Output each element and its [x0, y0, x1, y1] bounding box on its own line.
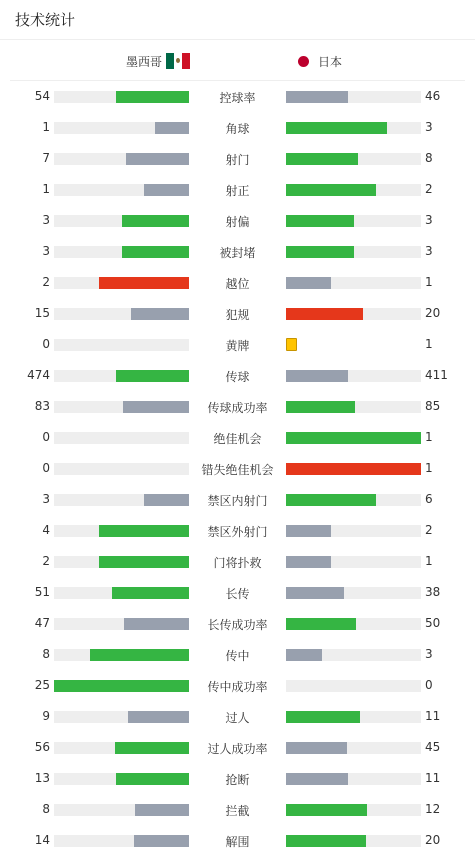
away-bar-fill — [286, 308, 363, 320]
home-bar-track — [54, 308, 189, 320]
yellow-card-icon — [286, 338, 297, 351]
home-value: 54 — [34, 89, 50, 103]
stat-row — [0, 763, 475, 794]
home-bar-fill — [134, 835, 189, 847]
away-bar-track — [286, 246, 421, 258]
stat-label: 传中成功率 — [207, 680, 268, 694]
home-value: 47 — [34, 616, 50, 630]
away-bar-fill — [286, 742, 347, 754]
away-bar-fill — [286, 463, 421, 475]
away-bar-fill — [286, 184, 376, 196]
home-bar-fill — [144, 494, 189, 506]
home-team — [126, 41, 190, 81]
home-bar-track — [54, 587, 189, 599]
stat-row — [0, 329, 475, 360]
home-value: 51 — [34, 585, 50, 599]
stat-label: 越位 — [225, 277, 250, 291]
stat-label: 过人成功率 — [207, 742, 268, 756]
away-value: 38 — [425, 585, 441, 599]
home-bar-fill — [99, 525, 189, 537]
stat-label: 角球 — [225, 122, 250, 136]
home-bar-track — [54, 246, 189, 258]
away-bar-fill — [286, 215, 354, 227]
home-bar-fill — [116, 773, 189, 785]
away-bar-track — [286, 215, 421, 227]
mexico-flag-icon — [166, 53, 190, 69]
away-bar-fill — [286, 618, 356, 630]
home-bar-fill — [135, 804, 189, 816]
home-bar-fill — [99, 277, 189, 289]
home-value: 25 — [34, 678, 50, 692]
away-bar-track — [286, 618, 421, 630]
home-bar-track — [54, 556, 189, 568]
home-value: 0 — [42, 337, 50, 351]
home-bar-fill — [122, 215, 190, 227]
away-value: 3 — [425, 213, 433, 227]
stat-label: 传球成功率 — [207, 401, 268, 415]
away-value: 1 — [425, 337, 433, 351]
home-bar-track — [54, 835, 189, 847]
home-bar-track — [54, 525, 189, 537]
stat-label: 长传 — [225, 587, 250, 601]
stat-row — [0, 143, 475, 174]
home-value: 2 — [42, 275, 50, 289]
away-value: 6 — [425, 492, 433, 506]
home-team-name: 墨西哥 — [126, 54, 163, 69]
away-bar-fill — [286, 773, 348, 785]
home-bar-fill — [155, 122, 189, 134]
home-bar-fill — [115, 742, 189, 754]
home-value: 3 — [42, 213, 50, 227]
away-bar-fill — [286, 370, 348, 382]
home-value: 83 — [34, 399, 50, 413]
stat-label: 长传成功率 — [207, 618, 268, 632]
home-bar-fill — [122, 246, 190, 258]
stat-row — [0, 639, 475, 670]
home-bar-fill — [144, 184, 189, 196]
away-bar-fill — [286, 556, 331, 568]
away-bar-track — [286, 773, 421, 785]
away-value: 3 — [425, 647, 433, 661]
away-bar-fill — [286, 587, 344, 599]
away-bar-fill — [286, 804, 367, 816]
stat-row — [0, 360, 475, 391]
away-bar-track — [286, 711, 421, 723]
stat-row — [0, 174, 475, 205]
away-value: 411 — [425, 368, 448, 382]
home-bar-fill — [131, 308, 189, 320]
home-bar-fill — [54, 680, 189, 692]
stat-row — [0, 112, 475, 143]
away-value: 11 — [425, 709, 441, 723]
away-bar-track — [286, 494, 421, 506]
away-value: 45 — [425, 740, 441, 754]
stat-row — [0, 608, 475, 639]
away-value: 3 — [425, 120, 433, 134]
away-bar-track — [286, 649, 421, 661]
home-value: 56 — [34, 740, 50, 754]
home-bar-track — [54, 215, 189, 227]
stat-label: 解围 — [225, 835, 250, 849]
stat-row — [0, 422, 475, 453]
stat-row — [0, 701, 475, 732]
home-bar-track — [54, 463, 189, 475]
home-value: 9 — [42, 709, 50, 723]
away-bar-fill — [286, 122, 387, 134]
away-bar-track — [286, 122, 421, 134]
away-value: 1 — [425, 554, 433, 568]
home-value: 1 — [42, 120, 50, 134]
away-value: 8 — [425, 151, 433, 165]
away-bar-fill — [286, 649, 322, 661]
stat-label: 传球 — [225, 370, 250, 384]
away-bar-track — [286, 184, 421, 196]
away-bar-track — [286, 432, 421, 444]
away-value: 0 — [425, 678, 433, 692]
home-value: 3 — [42, 244, 50, 258]
home-value: 15 — [34, 306, 50, 320]
stats-header — [0, 0, 475, 40]
home-value: 13 — [34, 771, 50, 785]
japan-flag-icon — [298, 56, 309, 67]
home-bar-fill — [124, 618, 189, 630]
away-bar-track — [286, 556, 421, 568]
stat-row — [0, 205, 475, 236]
stat-label: 错失绝佳机会 — [201, 463, 274, 477]
away-value: 1 — [425, 430, 433, 444]
away-bar-track — [286, 91, 421, 103]
page-title: 技术统计 — [15, 11, 76, 29]
stat-label: 被封堵 — [219, 246, 256, 260]
stat-label: 控球率 — [219, 91, 256, 105]
home-bar-fill — [116, 370, 189, 382]
away-bar-track — [286, 308, 421, 320]
stat-label: 绝佳机会 — [213, 432, 262, 446]
stat-label: 犯规 — [225, 308, 250, 322]
home-bar-track — [54, 184, 189, 196]
home-value: 1 — [42, 182, 50, 196]
home-bar-fill — [128, 711, 189, 723]
stat-label: 门将扑救 — [213, 556, 262, 570]
away-bar-track — [286, 401, 421, 413]
home-value: 474 — [27, 368, 50, 382]
away-bar-fill — [286, 246, 354, 258]
away-value: 20 — [425, 833, 441, 847]
away-value: 3 — [425, 244, 433, 258]
home-bar-fill — [90, 649, 189, 661]
home-bar-track — [54, 370, 189, 382]
away-bar-fill — [286, 401, 355, 413]
stat-row — [0, 298, 475, 329]
home-value: 8 — [42, 802, 50, 816]
away-value: 2 — [425, 523, 433, 537]
stat-label: 拦截 — [225, 804, 250, 818]
stat-label: 传中 — [225, 649, 250, 663]
home-bar-fill — [112, 587, 189, 599]
away-bar-fill — [286, 432, 421, 444]
stat-row — [0, 515, 475, 546]
stat-label: 黄牌 — [225, 339, 250, 353]
home-bar-track — [54, 401, 189, 413]
home-bar-track — [54, 804, 189, 816]
home-value: 8 — [42, 647, 50, 661]
home-bar-track — [54, 432, 189, 444]
home-bar-track — [54, 742, 189, 754]
away-bar-track — [286, 277, 421, 289]
stat-label: 射偏 — [225, 215, 250, 229]
away-bar-fill — [286, 91, 348, 103]
away-value: 11 — [425, 771, 441, 785]
away-bar-fill — [286, 835, 366, 847]
home-bar-track — [54, 649, 189, 661]
away-bar-track — [286, 680, 421, 692]
away-bar-track — [286, 804, 421, 816]
home-bar-track — [54, 680, 189, 692]
home-bar-track — [54, 711, 189, 723]
home-value: 7 — [42, 151, 50, 165]
stat-row — [0, 81, 475, 112]
away-bar-track — [286, 463, 421, 475]
stat-row — [0, 236, 475, 267]
away-bar-fill — [286, 153, 358, 165]
away-value: 50 — [425, 616, 441, 630]
home-bar-fill — [123, 401, 189, 413]
stat-row — [0, 825, 475, 856]
stat-label: 射门 — [225, 153, 250, 167]
away-bar-track — [286, 835, 421, 847]
home-value: 3 — [42, 492, 50, 506]
away-bar-track — [286, 742, 421, 754]
away-bar-track — [286, 370, 421, 382]
stat-label: 抢断 — [225, 773, 250, 787]
away-value: 1 — [425, 275, 433, 289]
stat-label: 过人 — [225, 711, 250, 725]
home-bar-fill — [116, 91, 189, 103]
away-bar-fill — [286, 525, 331, 537]
away-bar-track — [286, 153, 421, 165]
away-bar-track — [286, 525, 421, 537]
stat-row — [0, 484, 475, 515]
stats-list — [0, 81, 475, 856]
stat-row — [0, 267, 475, 298]
away-value: 12 — [425, 802, 441, 816]
home-bar-track — [54, 91, 189, 103]
home-bar-track — [54, 618, 189, 630]
away-team-name: 日本 — [318, 54, 343, 69]
home-bar-fill — [126, 153, 189, 165]
stat-row — [0, 391, 475, 422]
stat-row — [0, 546, 475, 577]
home-bar-track — [54, 339, 189, 351]
home-bar-track — [54, 122, 189, 134]
stat-label: 射正 — [225, 184, 250, 198]
stat-row — [0, 670, 475, 701]
home-bar-track — [54, 773, 189, 785]
home-bar-track — [54, 277, 189, 289]
teams-bar — [10, 41, 465, 81]
away-bar-fill — [286, 277, 331, 289]
stat-label: 禁区外射门 — [207, 525, 268, 539]
away-bar-fill — [286, 711, 360, 723]
stat-label: 禁区内射门 — [207, 494, 268, 508]
away-bar-fill — [286, 494, 376, 506]
stat-row — [0, 577, 475, 608]
away-value: 46 — [425, 89, 441, 103]
away-team — [298, 41, 342, 81]
home-bar-track — [54, 153, 189, 165]
home-value: 2 — [42, 554, 50, 568]
away-value: 20 — [425, 306, 441, 320]
away-bar-track — [286, 587, 421, 599]
away-value: 1 — [425, 461, 433, 475]
stat-row — [0, 794, 475, 825]
home-value: 0 — [42, 461, 50, 475]
home-bar-track — [54, 494, 189, 506]
home-bar-fill — [99, 556, 189, 568]
home-value: 14 — [34, 833, 50, 847]
stat-row — [0, 453, 475, 484]
home-value: 0 — [42, 430, 50, 444]
stat-row — [0, 732, 475, 763]
home-value: 4 — [42, 523, 50, 537]
away-value: 85 — [425, 399, 441, 413]
away-value: 2 — [425, 182, 433, 196]
